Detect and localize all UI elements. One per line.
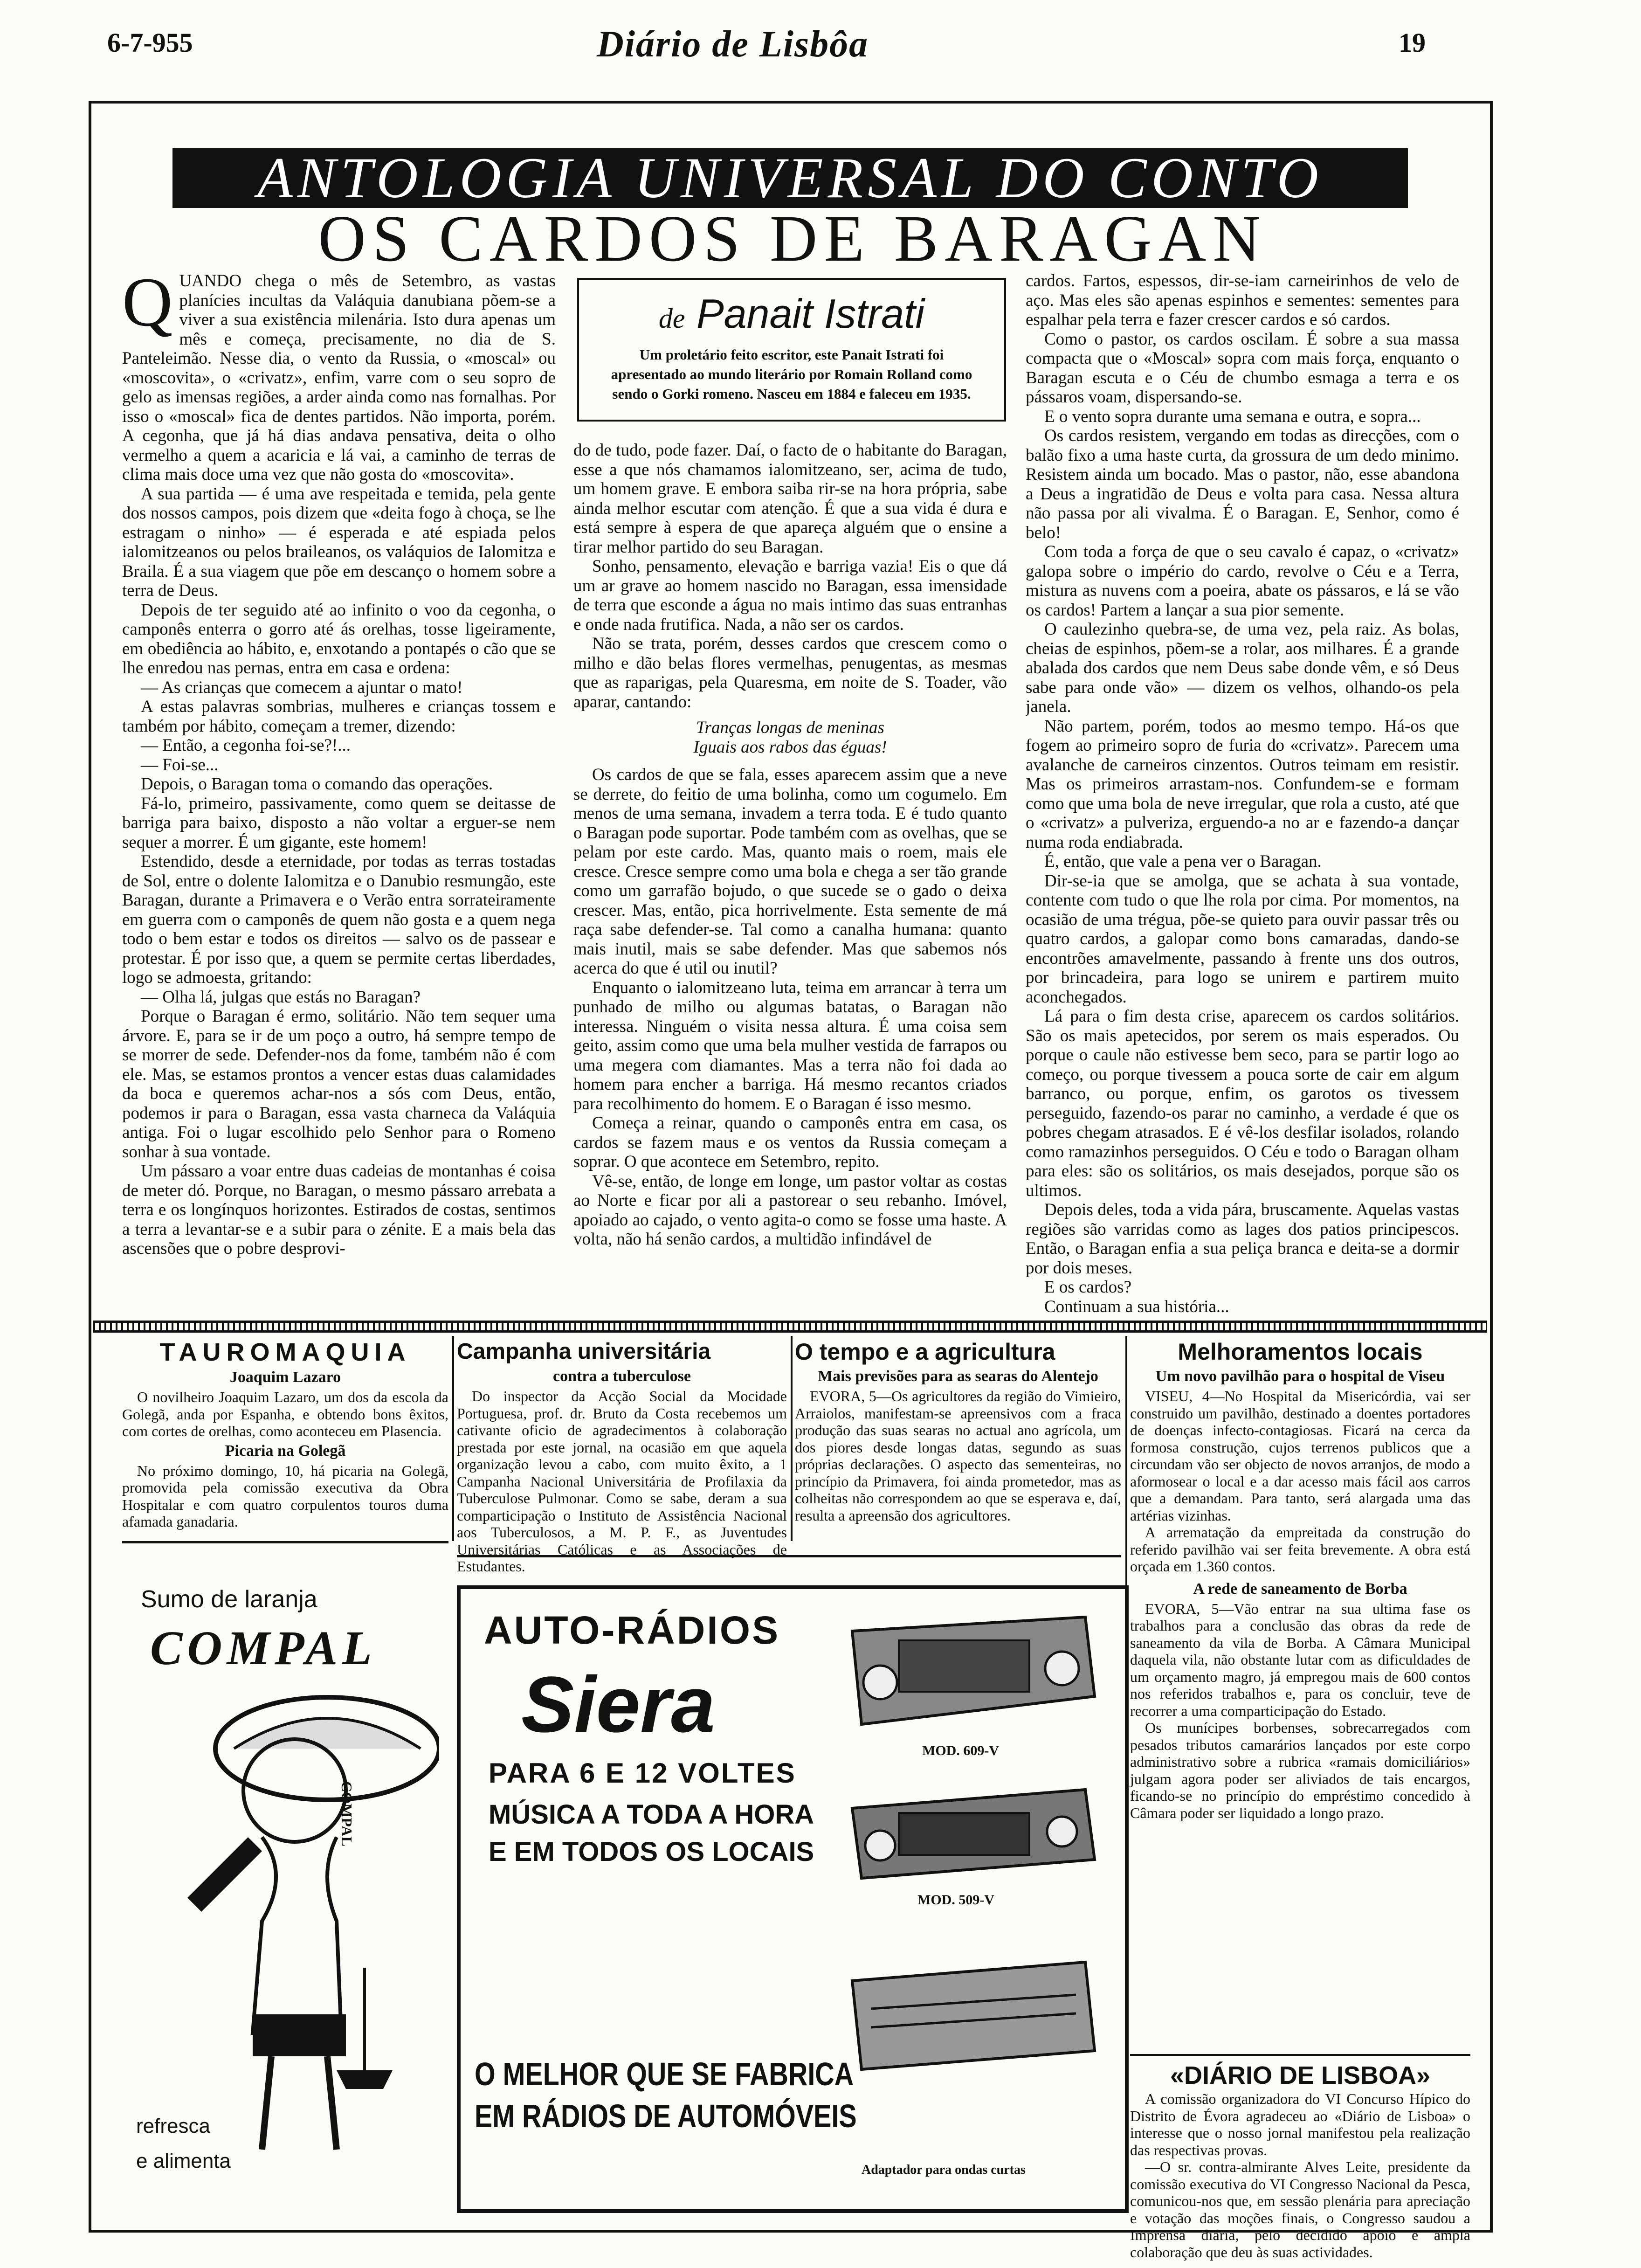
tauromaquia-article bbox=[122, 1338, 448, 1530]
radio-image bbox=[843, 1612, 1104, 1738]
diario-heading: «DIÁRIO DE LISBOA» bbox=[1170, 2061, 1431, 2089]
siera-brand: Siera bbox=[521, 1660, 715, 1749]
verse-line: Tranças longas de meninas bbox=[696, 718, 884, 737]
paragraph: do de tudo, pode fazer. Daí, o facto de o habitante do Baragan, esse a que nós chamamos ialomitzeano, ser, acima de tudo, um homem grave. E embora saiba rir-se na hora própria, sabe ainda melhor escutar com atenção. É que a sua vida é dura e está sempre à espera de que apareça alguém que o ensine a tirar melhor partido do seu Baragan. bbox=[573, 441, 1007, 557]
paragraph: Com toda a força de que o seu cavalo é capaz, o «crivatz» galopa sobre o império do cardo, revolve o Céu e a Terra, mistura as nuvens com a poeira, abate os pássaros, e lá se vão os cardos! Partem a lançar a sua pior semente. bbox=[1026, 542, 1459, 620]
paragraph: Vê-se, então, de longe em longe, um pastor voltar as costas ao Norte e ficar por ali a pastorear o seu rebanho. Imóvel, apoiado ao cajado, o vento agita-o como se fosse uma haste. A volta, não há senão cardos, a multidão infindável de bbox=[573, 1171, 1007, 1249]
paragraph: Não partem, porém, todos ao mesmo tempo. Há-os que fogem ao primeiro sopro de furia do «crivatz». Parecem uma avalanche de carneiros cinzentos. Outros teimam em resistir. Mas os primeiros arrastam-nos. Confundem-se e formam como que uma bola de neve irregular, que rola a custo, até que o «crivatz» a pulveriza, erguendo-a no ar e fazendo-a dançar numa roda endiabrada. bbox=[1026, 716, 1459, 852]
ad-line: MÚSICA A TODA A HORA bbox=[489, 1799, 814, 1830]
boy-illustration bbox=[141, 1679, 439, 2168]
ad-line: PARA 6 E 12 VOLTES bbox=[489, 1757, 796, 1789]
column-rule bbox=[452, 1336, 454, 1541]
subheading: Mais previsões para as searas do Alentejo bbox=[818, 1368, 1098, 1385]
ad-line: O MELHOR QUE SE FABRICA bbox=[475, 2056, 854, 2092]
paragraph: Depois de ter seguido até ao infinito o voo da cegonha, o camponês enterra o gorro até ás orelhas, tosse ligeiramente, em obediência ao hábito, e, enxotando a pontapés o cão que se lhe enredou nas pernas, entra em casa e ordena: bbox=[122, 600, 556, 678]
paragraph: EVORA, 5—Os agricultores da região do Vimieiro, Arraiolos, manifestam-se apreensivos com a fraca produção das suas searas no actual ano agrícola, um dos piores desde longas datas, segundo as suas próprias declarações. O aspecto das sementeiras, no princípio da Primavera, foi ainda prometedor, mas as colheitas não correspondem ao que se esperava e, daí, resulta a apreensão dos agricultores. bbox=[795, 1388, 1121, 1524]
ad-line: Sumo de laranja bbox=[141, 1586, 317, 1613]
paragraph: Estendido, desde a eternidade, por todas as terras tostadas de Sol, entre o dolente Ialomitza e o Danubio resmungão, este Baragan, durante a Primavera e o Verão entra sorrateiramente em guerra com o camponês de quem não gosta e a quem nega todo o bem estar e todos os direitos — salvo os de passear e protestar. É por isso que, a quem se permite certas liberdades, logo se admoesta, gritando: bbox=[122, 852, 556, 987]
subheading: A rede de saneamento de Borba bbox=[1193, 1580, 1407, 1597]
page-number: 19 bbox=[1399, 28, 1426, 58]
paragraph: Um pássaro a voar entre duas cadeias de montanhas é coisa de meter dó. Porque, no Baragan, o mesmo pássaro arrebata a terra e os longínquos horizontes. Estirados de costas, sentimos a terra a levantar-se e a subir para o zénite. E a mais bela das ascensões que o pobre desprovi- bbox=[122, 1162, 556, 1258]
compal-advert bbox=[122, 1581, 448, 2206]
paragraph: A estas palavras sombrias, mulheres e crianças tossem e também por hábito, começam a tremer, dizendo: bbox=[122, 697, 556, 736]
adapter-caption: Adaptador para ondas curtas bbox=[862, 2163, 1026, 2177]
paragraph: A arrematação da empreitada da construção do referido pavilhão vai ser feita brevemente. A obra está orçada em 1.360 contos. bbox=[1130, 1524, 1470, 1575]
column-rule bbox=[122, 1541, 448, 1543]
drop-cap: Q bbox=[122, 271, 173, 341]
paragraph: E o vento sopra durante uma semana e outra, e sopra... bbox=[1044, 407, 1421, 426]
verse-line: Iguais aos rabos das éguas! bbox=[693, 737, 887, 757]
paragraph: Porque o Baragan é ermo, solitário. Não tem sequer uma árvore. E, para se ir de um poço a outro, há sempre tempo de se morrer de sede. Defender-nos da fome, também não é com ele. Mas, se estamos prontos a vencer estas duas calamidades da boca e queremos achar-nos a sós com Deus, então, podemos ir para o Baragan, essa vasta charneca da Valáquia antiga. Foi o lugar escolhido pelo Senhor para o Romeno sonhar à sua vontade. bbox=[122, 1007, 556, 1162]
campanha-heading: Campanha universitária bbox=[457, 1339, 711, 1364]
paragraph: —O sr. contra-almirante Alves Leite, presidente da comissão executiva do VI Congresso Nacional da Pesca, comunicou-nos que, em sessão plenária para apreciação e votação das moções finais, o Congresso saudou a Imprensa diária, pelo decidido apoio e ampla colaboração que deu às suas actividades. bbox=[1130, 2158, 1470, 2261]
diario-article bbox=[1130, 2054, 1470, 2261]
paragraph: Os munícipes borbenses, sobrecarregados com pesados tributos camarários lançados por este corpo administrativo sobre a rubrica «ramais domiciliários» julgam agora poder ser aliviados de tais encargos, ficando-se no princípio do empréstimo concedido à Câmara poder ser liquidado a longo prazo. bbox=[1130, 1719, 1470, 1821]
melhoramentos-article bbox=[1130, 1338, 1470, 1821]
ad-line: EM RÁDIOS DE AUTOMÓVEIS bbox=[475, 2098, 857, 2134]
paragraph: E os cardos? bbox=[1044, 1278, 1131, 1297]
ad-tagline: e alimenta bbox=[136, 2150, 231, 2172]
subheading: Joaquim Lazaro bbox=[229, 1369, 341, 1386]
paragraph: A comissão organizadora do VI Concurso Hípico do Distrito de Évora agradeceu ao «Diário de Lisboa» o interesse que o nosso jornal manifestou pela realização das respectivas provas. bbox=[1130, 2090, 1470, 2158]
paragraph: Depois deles, toda a vida pára, bruscamente. Aquelas vastas regiões são varridas como as lages dos patios principescos. Então, o Baragan enfia a sua peliça branca e deita-se a dormir por dois meses. bbox=[1026, 1200, 1459, 1278]
paragraph: Fá-lo, primeiro, passivamente, como quem se deitasse de barriga para baixo, disposto a não voltar a erguer-se nem sequer a morrer. É um gigante, este homem! bbox=[122, 794, 556, 852]
paragraph: VISEU, 4—No Hospital da Misericórdia, vai ser construido um pavilhão, destinado a doentes portadores de doenças infecto-contagiosas. Ficará na cerca da formosa construção, cujos terrenos publicos que a circundam vão ser objecto de novos arranjos, de modo a aformosear o local e a dar acesso mais fácil aos carros que a demandam. Para tanto, será alargada uma das artérias vizinhas. bbox=[1130, 1388, 1470, 1524]
model-label: MOD. 509-V bbox=[917, 1892, 994, 1908]
tempo-heading: O tempo e a agricultura bbox=[795, 1339, 1055, 1365]
siera-advert bbox=[457, 1585, 1129, 2213]
paragraph: É, então, que vale a pena ver o Baragan. bbox=[1044, 852, 1322, 871]
paragraph: Começa a reinar, quando o camponês entra em casa, os cardos se fazem maus e os ventos da Russia começam a soprar. O que acontece em Setembro, repito. bbox=[573, 1113, 1007, 1171]
ad-line: E EM TODOS OS LOCAIS bbox=[489, 1837, 814, 1867]
paragraph: Enquanto o ialomitzeano luta, teima em arrancar à terra um punhado de milho ou algumas batatas, o Baragan não interessa. Ninguém o visita nessa altura. É uma coisa sem geito, assim como que uma bela mulher vestida de farrapos ou uma megera com diamantes. Mas a terra não foi dada ao homem para encher a barriga. Há mesmo recantos criados para recolhimento do homem. E o Baragan é isso mesmo. bbox=[573, 978, 1007, 1113]
paragraph: Não se trata, porém, desses cardos que crescem como o milho e dão belas flores vermelhas, penugentas, as mesmas que as raparigas, pela Quaresma, em noite de S. Toader, vão aparar, cantando: bbox=[573, 634, 1007, 712]
column-rule bbox=[791, 1336, 793, 1541]
story-column-1 bbox=[122, 271, 556, 1314]
paragraph: No próximo domingo, 10, há picaria na Golegã, promovida pela comissão executiva da Obra Hospitalar e com quatro corpulentos touros duma afamada ganadaria. bbox=[122, 1462, 448, 1530]
paragraph: Sonho, pensamento, elevação e barriga vazia! Eis o que dá um ar grave ao homem nascido no Baragan, essa imensidade de terra que esconde a água no mais intimo das suas entranhas e onde nada frutifica. Nada, a não ser os cardos. bbox=[573, 557, 1007, 634]
paragraph: Depois, o Baragan toma o comando das operações. bbox=[141, 774, 493, 794]
paragraph: O caulezinho quebra-se, de uma vez, pela raiz. As bolas, cheias de espinhos, põem-se a rolar, aos milhares. É a grande abalada dos cardos que nem Deus sabe donde vêm, e só Deus sabe para onde vão» — dizem os velhos, olhando-os pela janela. bbox=[1026, 620, 1459, 716]
column-rule bbox=[1130, 2054, 1470, 2056]
subheading: contra a tuberculose bbox=[553, 1368, 691, 1385]
byline-box bbox=[577, 278, 1006, 422]
paragraph: Do inspector da Acção Social da Mocidade Portuguesa, prof. dr. Bruto da Costa recebemos um cativante oficio de agradecimentos à colaboração prestada por este jornal, na ocasião em que aquela organização levou a cabo, com muito êxito, a 1 Campanha Nacional Universitária de Profilaxia da Tuberculose Pulmonar. Como se sabe, deram a sua comparticipação o Instituto de Assistência Nacional aos Tuberculosos, a M. P. F., as Juventudes Universitárias Católicas e as Associações de Estudantes. bbox=[457, 1388, 787, 1575]
story-column-3 bbox=[1026, 271, 1459, 1314]
author-name: Panait Istrati bbox=[696, 290, 925, 337]
tauromaquia-heading: TAUROMAQUIA bbox=[159, 1338, 411, 1366]
author-note: Um proletário feito escritor, este Panait Istrati foi apresentado ao mundo literário por Romain Rolland como sendo o Gorki romeno. Nasceu em 1884 e faleceu em 1935. bbox=[611, 346, 972, 402]
bottle-label: COMPAL bbox=[338, 1781, 355, 1846]
author-line bbox=[579, 290, 1004, 338]
story-title: OS CARDOS DE BARAGAN bbox=[318, 201, 1267, 275]
tempo-article bbox=[795, 1338, 1121, 1524]
ad-tagline: refresca bbox=[136, 2115, 210, 2137]
story-column-2 bbox=[573, 441, 1007, 1313]
melhoramentos-heading: Melhoramentos locais bbox=[1178, 1339, 1423, 1365]
byline-de: de bbox=[658, 303, 685, 334]
paragraph: — As crianças que comecem a ajuntar o mato! bbox=[141, 678, 463, 697]
model-label: MOD. 609-V bbox=[922, 1743, 999, 1758]
paragraph: UANDO chega o mês de Setembro, as vastas planícies incultas da Valáquia danubiana põem-se a viver a sua existência milenária. Isto dura apenas um mês e começa, precisamente, no dia de S. Panteleimão. Nesse dia, o vento da Russia, o «moscal» ou «moscovita», o «crivatz», enfim, varre com o seu sopro de gelo as imensas regiões, a arder ainda como nas fornalhas. Por isso o «moscal» fica de dentes partidos. Não importa, porém. A cegonha, que já há dias andava pensativa, deita o olho vermelho a quem a acaricia e lá vai, a caminho de terras de clima mais doce uma vez que não gosta do «moscovita». bbox=[122, 271, 556, 484]
newspaper-masthead: Diário de Lisbôa bbox=[597, 24, 869, 65]
campanha-article bbox=[457, 1338, 787, 1575]
paragraph: — Foi-se... bbox=[141, 755, 219, 774]
ad-line: AUTO-RÁDIOS bbox=[484, 1608, 780, 1652]
paragraph: Os cardos de que se fala, esses aparecem assim que a neve se derrete, do feitio de uma bolinha, como um cogumelo. Em menos de uma semana, invadem a terra toda. E é tudo quanto o Baragan pode suportar. Pode também com as ovelhas, que se pelam por este cardo. Mas, quanto mais o roem, mais ele cresce. Cresce sempre como uma bola e chega a ser tão grande como um garrafão bojudo, o que sucede se o gado o deixa crescer. Mas, então, pica horrivelmente. Esta semente de má raça sabe defender-se. Tal como a canalha humana: quanto mais inutil, mais se sabe defender. Mas que sabemos nós acerca do que é util ou inutil? bbox=[573, 765, 1007, 978]
paragraph: — Então, a cegonha foi-se?!... bbox=[141, 736, 351, 755]
paragraph: Dir-se-ia que se amolga, que se achata à sua vontade, contente com tudo o que lhe rola por cima. Por momentos, na ocasião de uma trégua, põe-se quieto para ouvir passar três ou quatro cardos, a galopar como bons camaradas, dando-se encontrões amavelmente, passando à frente uns dos outros, por brincadeira, para logo se unirem e partirem muito aconchegados. bbox=[1026, 871, 1459, 1007]
radio-image bbox=[843, 1780, 1104, 1888]
paragraph: A sua partida — é uma ave respeitada e temida, pela gente dos nossos campos, pois dizem que «deita fogo à choça, se lhe estragam o ninho» — é esperada e até espiada pelos ialomitzeanos ou pelos braileanos, os valáquios de Ialomitza e Braila. É a sua viagem que põe em descanço o homem sobre a terra de Deus. bbox=[122, 484, 556, 600]
issue-date: 6-7-955 bbox=[107, 28, 193, 58]
adapter-image bbox=[843, 1943, 1104, 2083]
paragraph: — Olha lá, julgas que estás no Baragan? bbox=[141, 987, 421, 1007]
paragraph: EVORA, 5—Vão entrar na sua ultima fase os trabalhos para a conclusão das obras da rede de saneamento da vila de Borba. A Câmara Municipal daquela vila, não obstante lutar com as dificuldades de um orçamento magro, já empregou mais de 600 contos nos referidos trabalhos e, para os concluir, teve de recorrer a uma comparticipação do Estado. bbox=[1130, 1600, 1470, 1719]
paragraph: Continuam a sua história... bbox=[1044, 1297, 1229, 1314]
subheading: Picaria na Golegã bbox=[225, 1442, 346, 1459]
paragraph: O novilheiro Joaquim Lazaro, um dos da escola da Golegã, anda por Espanha, e obtendo bons êxitos, com cortes de orelhas, como aconteceu em Plasencia. bbox=[122, 1389, 448, 1439]
paragraph: cardos. Fartos, espessos, dir-se-iam carneirinhos de velo de aço. Mas eles são apenas espinhos e sementes: sementes para espalhar pela terra e fazer crescer cardos e só cardos. bbox=[1026, 271, 1459, 329]
subheading: Um novo pavilhão para o hospital de Viseu bbox=[1155, 1368, 1445, 1385]
section-divider bbox=[93, 1321, 1487, 1333]
compal-brand: COMPAL bbox=[150, 1621, 377, 1675]
paragraph: Os cardos resistem, vergando em todas as direcções, com o balão fixo a uma haste curta, da grossura de um dedo minimo. Resistem ainda um bocado. Mas o pastor, não, esse abandona a Deus a ingratidão de Deus e volta para casa. Nessa altura não passa por ali vivalma. É o Baragan. E, Senhor, como é belo! bbox=[1026, 426, 1459, 542]
paragraph: Como o pastor, os cardos oscilam. É sobre a sua massa compacta que o «Moscal» sopra com mais força, enquanto o Baragan escuta e o Céu de chumbo esmaga a terra e os pássaros voam, dispersando-se. bbox=[1026, 329, 1459, 407]
paragraph: Lá para o fim desta crise, aparecem os cardos solitários. São os mais apetecidos, por serem os mais esperados. Ou porque o caule não estivesse bem seco, para se partir logo ao começo, ou porque tivessem a pouca sorte de cair em algum barranco, ou porque, enfim, os garotos os tivessem perseguido, fazendo-os parar no caminho, a verdade é que os pobres chegam atrasados. E é vê-los desfilar isolados, rolando como ramazinhos perseguidos. O Céu e todo o Baragan olham para eles: são os solitários, os mais desejados, porque são os ultimos. bbox=[1026, 1007, 1459, 1200]
section-banner: ANTOLOGIA UNIVERSAL DO CONTO bbox=[172, 148, 1408, 208]
